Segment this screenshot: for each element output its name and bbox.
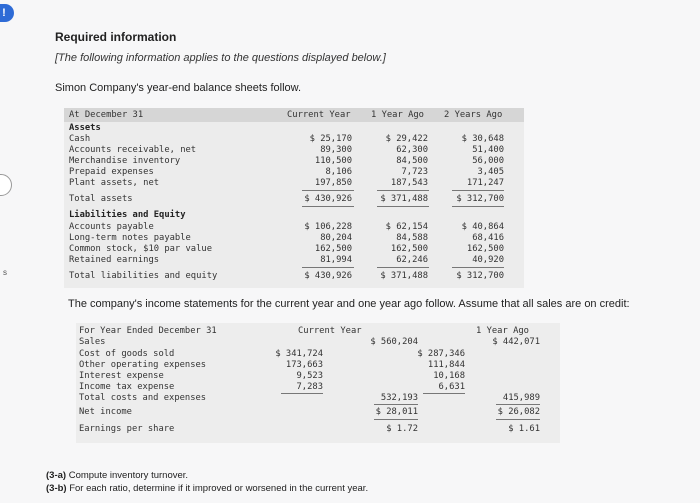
- col-header: 1 Year Ago: [476, 326, 529, 336]
- table-cell: $ 40,864: [461, 222, 504, 232]
- row-label: Common stock, $10 par value: [69, 244, 212, 254]
- balance-sheet-table: [64, 108, 524, 288]
- row-label: Merchandise inventory: [69, 156, 181, 166]
- date-label: At December 31: [69, 110, 144, 120]
- table-cell: $ 106,228: [304, 222, 352, 232]
- table-cell: 111,844: [427, 360, 465, 370]
- table-cell: 84,588: [396, 233, 428, 243]
- period-label: For Year Ended December 31: [79, 326, 217, 336]
- row-label: Retained earnings: [69, 255, 160, 265]
- table-cell: 89,300: [320, 145, 352, 155]
- row-label: Cash: [69, 134, 91, 144]
- underline: [302, 267, 354, 268]
- question-3a: [46, 470, 188, 481]
- col-header: 1 Year Ago: [371, 110, 424, 120]
- row-label: Accounts payable: [69, 222, 154, 232]
- row-label: Other operating expenses: [79, 360, 207, 370]
- row-label: Accounts receivable, net: [69, 145, 197, 155]
- table-cell: $ 430,926: [304, 271, 352, 281]
- row-label: Total liabilities and equity: [69, 271, 218, 281]
- table-cell: 197,850: [314, 178, 352, 188]
- page-title: Required information: [55, 30, 177, 44]
- assets-heading: Assets: [69, 123, 101, 133]
- table-cell: 173,663: [285, 360, 323, 370]
- table-cell: 162,500: [466, 244, 504, 254]
- table-cell: 532,193: [380, 393, 418, 403]
- table-cell: 6,631: [438, 382, 465, 392]
- row-label: Income tax expense: [79, 382, 175, 392]
- alert-icon[interactable]: !: [0, 4, 14, 22]
- row-label: Prepaid expenses: [69, 167, 154, 177]
- table-cell: 10,168: [433, 371, 465, 381]
- table-cell: $ 341,724: [275, 349, 323, 359]
- table-cell: $ 28,011: [375, 407, 418, 417]
- table-cell: 415,989: [502, 393, 540, 403]
- table-cell: 110,500: [314, 156, 352, 166]
- underline: [377, 267, 429, 268]
- side-mark: s: [3, 268, 7, 277]
- table-cell: $ 442,071: [492, 337, 540, 347]
- table-cell: 3,405: [477, 167, 504, 177]
- table-cell: 7,723: [401, 167, 428, 177]
- table-cell: $ 371,488: [380, 271, 428, 281]
- table-cell: $ 62,154: [385, 222, 428, 232]
- table-cell: $ 560,204: [370, 337, 418, 347]
- underline: [496, 404, 540, 405]
- table-cell: $ 26,082: [497, 407, 540, 417]
- question-tag: (3-a): [46, 470, 67, 481]
- underline: [452, 206, 504, 207]
- table-cell: $ 312,700: [456, 194, 504, 204]
- table-cell: 187,543: [390, 178, 428, 188]
- row-label: Net income: [79, 407, 132, 417]
- row-label: Earnings per share: [79, 424, 175, 434]
- table-cell: $ 1.61: [508, 424, 540, 434]
- table-cell: 171,247: [466, 178, 504, 188]
- table-cell: 7,283: [296, 382, 323, 392]
- income-statement-table: [76, 323, 560, 443]
- table-cell: $ 430,926: [304, 194, 352, 204]
- table-cell: $ 371,488: [380, 194, 428, 204]
- underline: [374, 419, 418, 420]
- underline: [452, 190, 504, 191]
- nav-circle-icon[interactable]: [0, 174, 12, 196]
- table-cell: $ 25,170: [309, 134, 352, 144]
- row-label: Total costs and expenses: [79, 393, 207, 403]
- underline: [377, 206, 429, 207]
- underline: [281, 393, 323, 394]
- table-cell: 68,416: [472, 233, 504, 243]
- table-cell: 62,300: [396, 145, 428, 155]
- table-cell: $ 287,346: [417, 349, 465, 359]
- question-3b: [46, 483, 368, 494]
- table-cell: $ 30,648: [461, 134, 504, 144]
- question-tag: (3-b): [46, 483, 67, 494]
- underline: [423, 393, 465, 394]
- table-cell: 81,994: [320, 255, 352, 265]
- table-cell: 80,204: [320, 233, 352, 243]
- row-label: Sales: [79, 337, 106, 347]
- underline: [374, 404, 418, 405]
- underline: [302, 190, 354, 191]
- table-cell: $ 29,422: [385, 134, 428, 144]
- col-header: Current Year: [287, 110, 351, 120]
- table-cell: 56,000: [472, 156, 504, 166]
- question-text: For each ratio, determine if it improved or worsened in the current year.: [69, 483, 369, 494]
- table-cell: 84,500: [396, 156, 428, 166]
- table-cell: 162,500: [390, 244, 428, 254]
- row-label: Long-term notes payable: [69, 233, 191, 243]
- table-cell: 8,106: [325, 167, 352, 177]
- balance-intro: Simon Company's year-end balance sheets follow.: [55, 82, 302, 94]
- income-intro: The company's income statements for the current year and one year ago follow. Assume that all sales are on credit:: [68, 298, 630, 310]
- row-label: Plant assets, net: [69, 178, 160, 188]
- table-cell: 9,523: [296, 371, 323, 381]
- instruction-note: [The following information applies to the questions displayed below.]: [55, 52, 386, 64]
- table-cell: $ 312,700: [456, 271, 504, 281]
- question-text: Compute inventory turnover.: [68, 470, 189, 481]
- underline: [302, 206, 354, 207]
- row-label: Interest expense: [79, 371, 164, 381]
- row-label: Cost of goods sold: [79, 349, 175, 359]
- table-cell: 51,400: [472, 145, 504, 155]
- underline: [452, 267, 504, 268]
- table-cell: 62,246: [396, 255, 428, 265]
- underline: [377, 190, 429, 191]
- col-header: 2 Years Ago: [444, 110, 503, 120]
- underline: [496, 419, 540, 420]
- col-header: Current Year: [298, 326, 362, 336]
- table-cell: 162,500: [314, 244, 352, 254]
- table-cell: $ 1.72: [386, 424, 418, 434]
- row-label: Total assets: [69, 194, 133, 204]
- liabilities-heading: Liabilities and Equity: [69, 210, 186, 220]
- table-cell: 40,920: [472, 255, 504, 265]
